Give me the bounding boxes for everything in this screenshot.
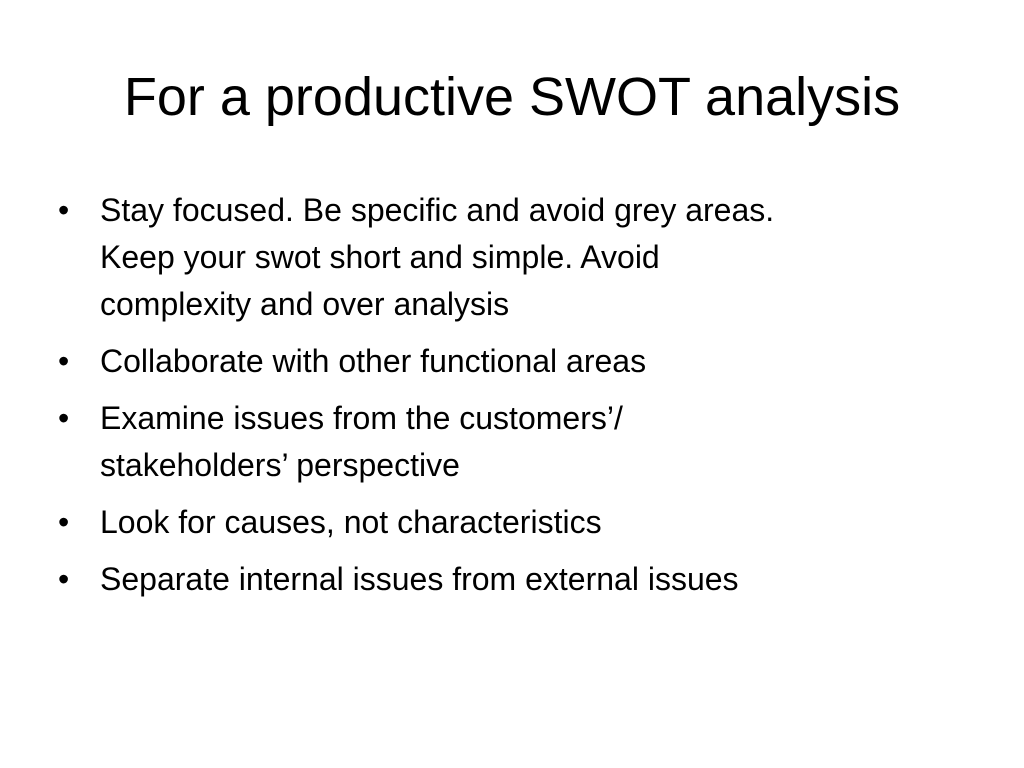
bullet-list [58,187,978,613]
bullet-line: Keep your swot short and simple. Avoid [100,239,660,275]
bullet-line: Look for causes, not characteristics [100,504,602,540]
bullet-marker-icon: • [58,400,70,436]
bullet-item-separate-issues [58,556,978,603]
bullet-line: complexity and over analysis [100,286,510,322]
bullet-line: Stay focused. Be specific and avoid grey areas. [100,192,775,228]
bullet-line: Examine issues from the customers’/ [100,400,623,436]
bullet-line: Separate internal issues from external issues [100,561,739,597]
bullet-line: Collaborate with other functional areas [100,343,647,379]
bullet-line: stakeholders’ perspective [100,447,460,483]
bullet-marker-icon: • [58,561,70,597]
bullet-marker-icon: • [58,504,70,540]
bullet-item-stay-focused [58,187,978,328]
bullet-item-examine-issues [58,395,978,489]
bullet-item-look-for-causes [58,499,978,546]
bullet-item-collaborate [58,338,978,385]
slide-title: For a productive SWOT analysis [123,67,901,127]
bullet-marker-icon: • [58,343,70,379]
bullet-marker-icon: • [58,192,70,228]
